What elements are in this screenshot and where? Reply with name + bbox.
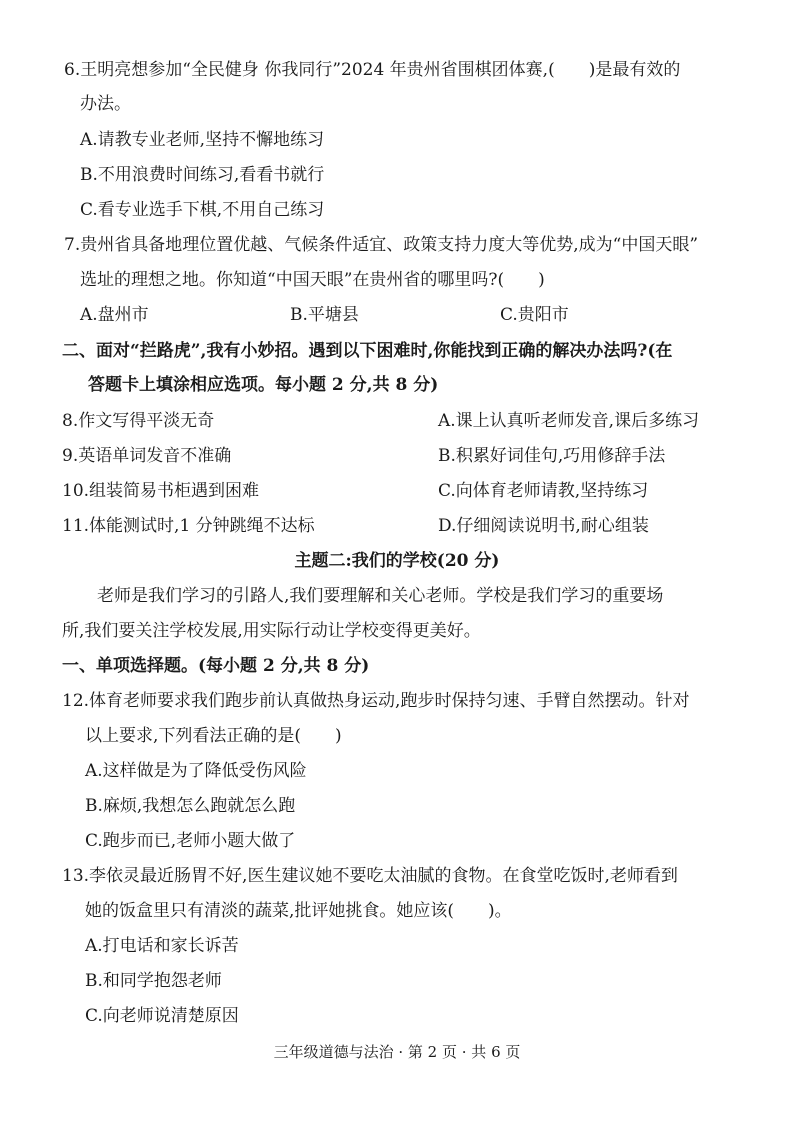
q6-option-a: A.请教专业老师,坚持不懈地练习 [80,130,325,150]
matching-question-11: 11.体能测试时,1 分钟跳绳不达标 [62,516,315,536]
matching-option-a: A.课上认真听老师发音,课后多练习 [438,411,700,431]
q6-stem-line1: 6.王明亮想参加“全民健身 你我同行”2024 年贵州省围棋团体赛,( )是最有效的 [64,60,681,80]
q12-stem-line2: 以上要求,下列看法正确的是( ) [85,726,342,746]
matching-option-b: B.积累好词佳句,巧用修辞手法 [438,446,666,466]
q13-stem-line1: 13.李依灵最近肠胃不好,医生建议她不要吃太油腻的食物。在食堂吃饭时,老师看到 [62,866,678,886]
theme2-intro-line1: 老师是我们学习的引路人,我们要理解和关心老师。学校是我们学习的重要场 [97,586,664,606]
theme2-intro-line2: 所,我们要关注学校发展,用实际行动让学校变得更美好。 [62,621,481,641]
q13-option-b: B.和同学抱怨老师 [85,971,222,991]
q6-option-b: B.不用浪费时间练习,看看书就行 [80,165,325,185]
section2-heading-line1: 二、面对“拦路虎”,我有小妙招。遇到以下困难时,你能找到正确的解决办法吗?(在 [62,341,673,361]
q12-option-a: A.这样做是为了降低受伤风险 [85,761,307,781]
matching-option-d: D.仔细阅读说明书,耐心组装 [438,516,649,536]
q6-stem-line2: 办法。 [80,94,131,114]
matching-option-c: C.向体育老师请教,坚持练习 [438,481,649,501]
q13-option-c: C.向老师说清楚原因 [85,1006,239,1026]
q13-stem-line2: 她的饭盒里只有清淡的蔬菜,批评她挑食。她应该( )。 [85,901,512,921]
matching-question-10: 10.组装简易书柜遇到困难 [62,481,260,501]
q12-stem-line1: 12.体育老师要求我们跑步前认真做热身运动,跑步时保持匀速、手臂自然摆动。针对 [62,691,690,711]
matching-question-9: 9.英语单词发音不准确 [62,446,232,466]
q7-stem-line1: 7.贵州省具备地理位置优越、气候条件适宜、政策支持力度大等优势,成为“中国天眼” [64,235,699,255]
q7-option-b: B.平塘县 [290,305,359,325]
theme2-section1-heading: 一、单项选择题。(每小题 2 分,共 8 分) [62,656,370,676]
matching-question-8: 8.作文写得平淡无奇 [62,411,215,431]
page-footer: 三年级道德与法治 · 第 2 页 · 共 6 页 [273,1043,521,1061]
q7-option-c: C.贵阳市 [500,305,569,325]
q7-option-a: A.盘州市 [80,305,149,325]
q7-stem-line2: 选址的理想之地。你知道“中国天眼”在贵州省的哪里吗?( ) [80,270,545,290]
q13-option-a: A.打电话和家长诉苦 [85,936,239,956]
q6-option-c: C.看专业选手下棋,不用自己练习 [80,200,325,220]
section2-heading-line2: 答题卡上填涂相应选项。每小题 2 分,共 8 分) [88,375,439,395]
q12-option-b: B.麻烦,我想怎么跑就怎么跑 [85,796,296,816]
theme2-title: 主题二:我们的学校(20 分) [294,551,500,571]
q12-option-c: C.跑步而已,老师小题大做了 [85,831,296,851]
